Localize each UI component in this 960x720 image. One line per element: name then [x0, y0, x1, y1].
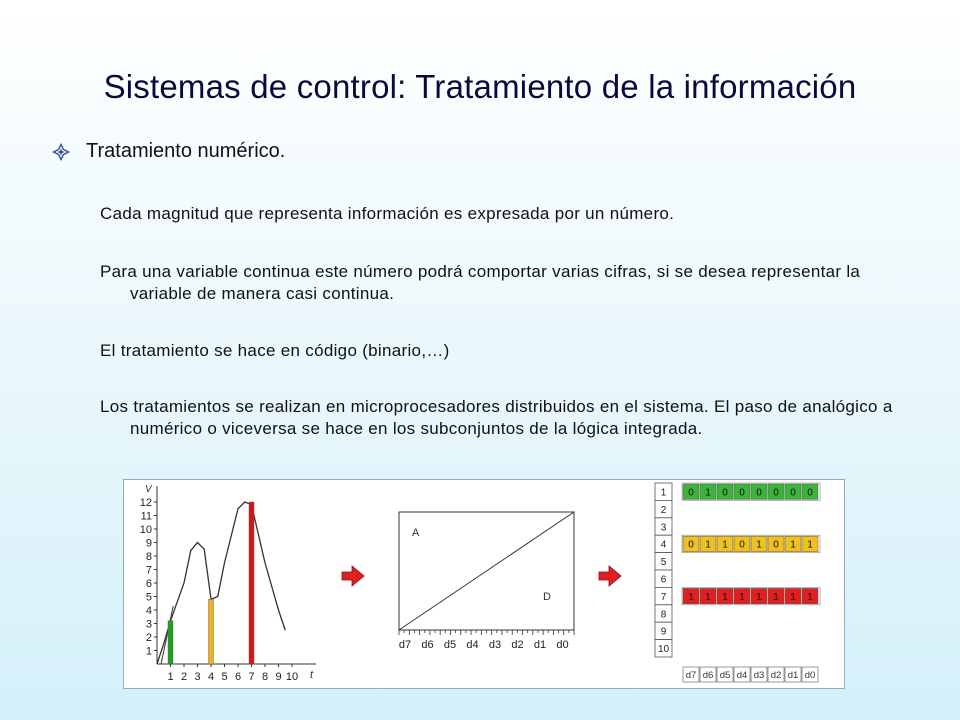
code-bit-value: 1	[722, 591, 728, 603]
table-bit-header-label: d5	[719, 670, 731, 681]
converter-label-d: D	[543, 591, 551, 603]
paragraph-3: El tratamiento se hace en código (binario,…)	[100, 341, 450, 360]
graph-y-tick-label: 9	[145, 537, 152, 550]
converter-bit-label: d6	[421, 639, 434, 651]
table-bit-header-label: d2	[770, 670, 782, 681]
graph-x-tick-label: 5	[221, 671, 228, 683]
table-bit-header-label: d7	[685, 670, 697, 681]
graph-y-tick-label: 7	[145, 564, 152, 577]
converter-bit-label: d5	[443, 639, 457, 651]
graph-x-tick-label: 6	[234, 671, 242, 683]
code-bit-value: 1	[807, 591, 813, 603]
table-row-number: 5	[660, 557, 667, 569]
graph-x-tick-label: 8	[261, 671, 269, 683]
code-bit-value: 0	[756, 487, 762, 499]
converter-bit-label: d7	[398, 639, 412, 651]
table-bit-header-label: d0	[804, 670, 816, 681]
table-bit-header-label: d6	[702, 670, 714, 681]
table-row-number: 9	[660, 626, 667, 638]
code-bit-value: 1	[705, 591, 711, 603]
table-row-number: 4	[660, 539, 667, 551]
code-bit-value: 0	[807, 487, 813, 499]
paragraph-2: Para una variable continua este número podrá comportar varias cifras, si se desea representar la variable de manera casi continua.	[100, 262, 861, 303]
code-bit-value: 1	[705, 487, 711, 499]
table-row-number: 3	[660, 522, 667, 534]
code-bit-value: 0	[688, 539, 694, 551]
table-row-number: 1	[660, 487, 667, 499]
table-row-number: 10	[657, 644, 670, 656]
graph-y-tick-label: 4	[145, 605, 152, 617]
sample-bar	[249, 502, 254, 664]
code-bit-value: 0	[773, 487, 779, 499]
code-bit-value: 1	[739, 591, 745, 603]
graph-y-tick-label: 8	[145, 551, 152, 563]
converter-bit-label: d4	[466, 639, 479, 651]
table-row-number: 8	[660, 609, 667, 621]
code-bit-value: 0	[739, 539, 745, 551]
table-row-number: 6	[660, 574, 667, 586]
code-bit-value: 1	[756, 539, 762, 551]
bullet-heading-text: Tratamiento numérico.	[86, 140, 286, 162]
graph-y-tick-label: 3	[145, 618, 152, 631]
graph-y-tick-label: 1	[145, 645, 152, 658]
graph-x-tick-label: 1	[167, 671, 174, 683]
table-bit-header-label: d4	[736, 670, 748, 681]
graph-x-tick-label: 9	[275, 671, 282, 683]
paragraph-1: Cada magnitud que representa información es expresada por un número.	[100, 204, 675, 223]
code-bit-value: 1	[790, 591, 796, 603]
code-bit-value: 1	[773, 591, 779, 603]
table-row-number: 2	[660, 504, 667, 516]
graph-y-tick-label: 10	[139, 524, 152, 536]
sample-bar	[209, 599, 214, 664]
code-bit-value: 1	[688, 591, 694, 603]
graph-x-tick-label: 4	[207, 671, 215, 683]
sample-bar	[168, 621, 173, 664]
table-row-number: 7	[660, 591, 667, 603]
graph-y-tick-label: 5	[145, 591, 152, 604]
code-bit-value: 1	[722, 539, 728, 551]
conversion-figure-svg	[124, 480, 846, 690]
bullet-heading	[52, 140, 285, 163]
paragraph-4: Los tratamientos se realizan en microprocesadores distribuidos en el sistema. El paso de analógico a numérico o viceversa se hace en los subconjuntos de la lógica integrada.	[100, 397, 893, 438]
diamond-bullet-icon	[52, 143, 70, 161]
code-bit-value: 1	[756, 591, 762, 603]
conversion-figure	[123, 479, 845, 689]
code-bit-value: 0	[739, 487, 745, 499]
graph-y-tick-label: 2	[145, 632, 152, 644]
code-bit-value: 1	[790, 539, 796, 551]
converter-bit-label: d2	[511, 639, 524, 651]
converter-label-a: A	[412, 527, 420, 539]
graph-x-tick-label: 7	[248, 671, 255, 683]
red-arrow-icon	[342, 566, 364, 586]
graph-x-tick-label: 10	[285, 671, 299, 683]
converter-bit-label: d3	[488, 639, 502, 651]
graph-x-axis-label: t	[310, 669, 314, 681]
converter-bit-label: d1	[533, 639, 547, 651]
slide-title: Sistemas de control: Tratamiento de la información	[103, 68, 857, 105]
graph-y-axis-label: V	[145, 484, 152, 495]
graph-y-tick-label: 12	[139, 497, 152, 509]
code-bit-value: 1	[807, 539, 813, 551]
code-bit-value: 0	[722, 487, 728, 499]
converter-bit-label: d0	[556, 639, 569, 651]
table-bit-header-label: d1	[787, 670, 799, 681]
code-bit-value: 0	[773, 539, 779, 551]
graph-x-tick-label: 3	[194, 671, 201, 683]
analog-signal-curve	[157, 502, 285, 664]
code-bit-value: 0	[790, 487, 796, 499]
red-arrow-icon	[599, 566, 621, 586]
code-bit-value: 0	[688, 487, 694, 499]
graph-y-tick-label: 6	[145, 578, 152, 590]
code-bit-value: 1	[705, 539, 711, 551]
graph-x-tick-label: 2	[180, 671, 188, 683]
graph-y-tick-label: 11	[140, 510, 152, 523]
table-bit-header-label: d3	[753, 670, 765, 681]
